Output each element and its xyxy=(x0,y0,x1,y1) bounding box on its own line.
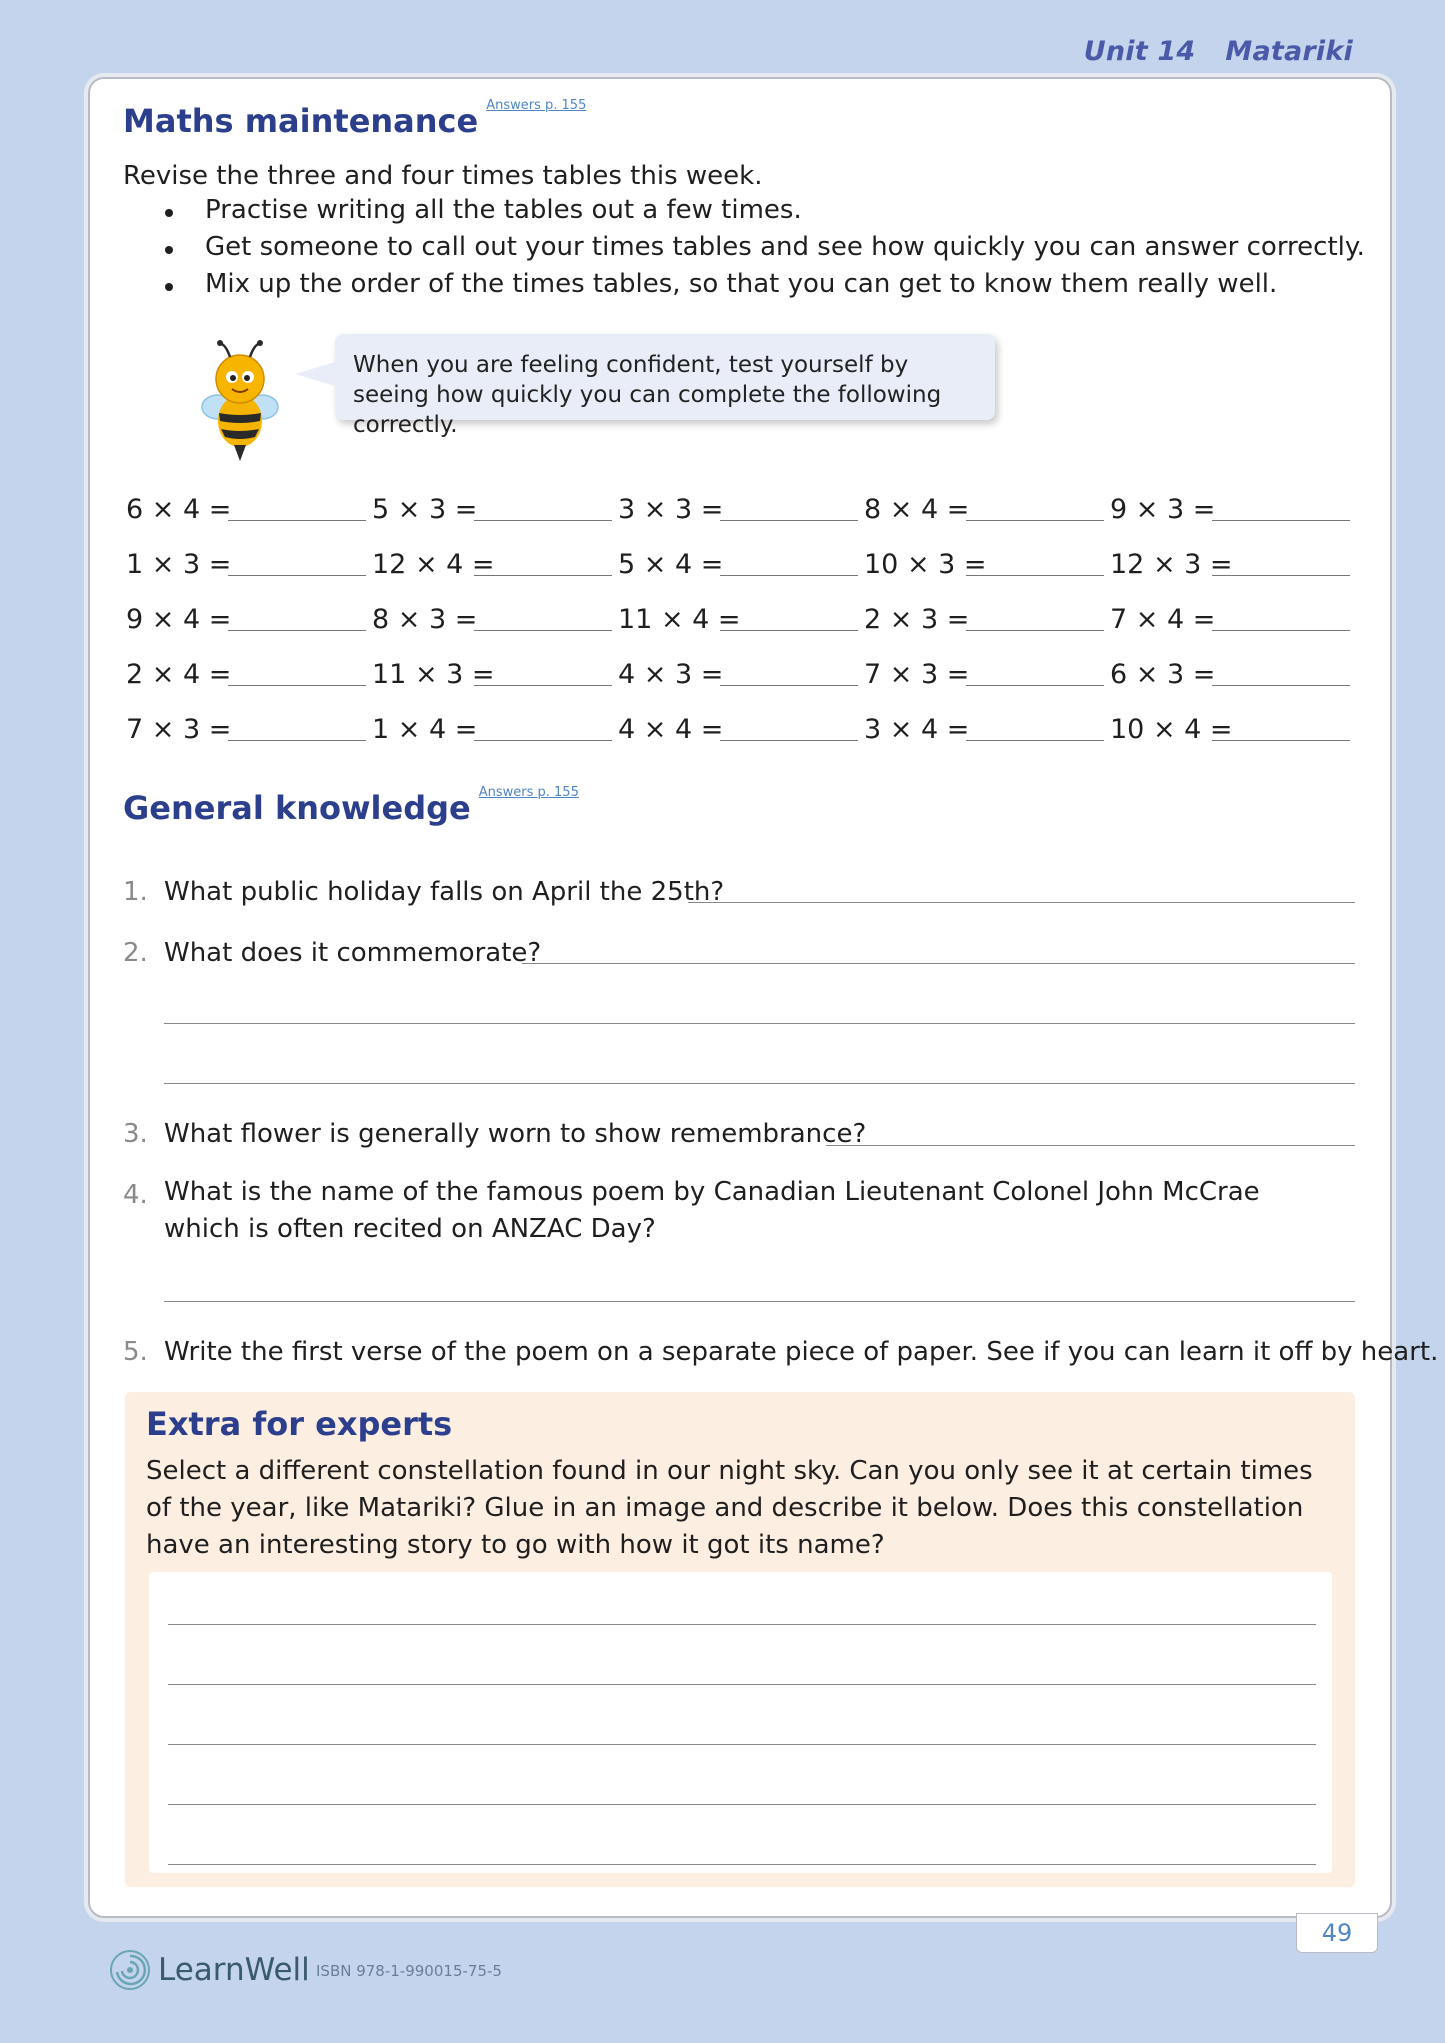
answer-line[interactable] xyxy=(966,740,1104,741)
page-number: 49 xyxy=(1296,1913,1378,1953)
times-table-grid xyxy=(120,487,1360,762)
answer-line[interactable] xyxy=(826,1145,1355,1146)
answer-line[interactable] xyxy=(720,740,858,741)
question-number: 4. xyxy=(123,1180,148,1210)
maths-bullet-list xyxy=(165,195,1365,306)
equation-cell xyxy=(1104,487,1350,527)
maths-title-text: Maths maintenance xyxy=(123,102,479,140)
learnwell-logo-icon xyxy=(108,1948,152,1992)
equation-label: 7 × 4 = xyxy=(1110,604,1216,635)
equation-cell xyxy=(858,597,1104,637)
equation-cell xyxy=(366,707,612,747)
unit-number: Unit 14 xyxy=(1083,36,1196,67)
equation-cell xyxy=(120,707,366,747)
bullet-item: Mix up the order of the times tables, so that you can get to know them really well. xyxy=(165,269,1365,306)
equation-cell xyxy=(612,707,858,747)
equation-cell xyxy=(120,487,366,527)
equation-label: 11 × 3 = xyxy=(372,659,495,690)
unit-header xyxy=(1084,36,1353,67)
equation-cell xyxy=(366,597,612,637)
equation-cell xyxy=(858,707,1104,747)
equation-row xyxy=(120,597,1360,652)
equation-label: 2 × 4 = xyxy=(126,659,232,690)
answer-line[interactable] xyxy=(228,575,366,576)
answer-line[interactable] xyxy=(164,1083,1355,1084)
unit-topic: Matariki xyxy=(1225,36,1353,67)
writing-line[interactable] xyxy=(168,1744,1316,1745)
equation-cell xyxy=(1104,707,1350,747)
worksheet-card xyxy=(88,77,1439,1918)
bee-mascot-icon xyxy=(200,339,280,469)
answer-line[interactable] xyxy=(164,1301,1355,1302)
equation-cell xyxy=(120,542,366,582)
equation-label: 5 × 4 = xyxy=(618,549,724,580)
answer-line[interactable] xyxy=(1212,575,1350,576)
answer-line[interactable] xyxy=(720,630,858,631)
isbn-text: ISBN 978-1-990015-75-5 xyxy=(316,1962,502,1980)
answer-line[interactable] xyxy=(966,685,1104,686)
question-number: 1. xyxy=(123,877,148,907)
equation-label: 7 × 3 = xyxy=(864,659,970,690)
answer-line[interactable] xyxy=(228,630,366,631)
equation-label: 2 × 3 = xyxy=(864,604,970,635)
answer-line[interactable] xyxy=(720,520,858,521)
equation-cell xyxy=(858,542,1104,582)
answer-line[interactable] xyxy=(966,520,1104,521)
answer-line[interactable] xyxy=(474,740,612,741)
equation-label: 9 × 3 = xyxy=(1110,494,1216,525)
equation-cell xyxy=(120,652,366,692)
equation-cell xyxy=(120,597,366,637)
equation-label: 12 × 3 = xyxy=(1110,549,1233,580)
equation-row xyxy=(120,487,1360,542)
answer-line[interactable] xyxy=(966,575,1104,576)
answer-line[interactable] xyxy=(688,902,1355,903)
brand-name: LearnWell xyxy=(158,1952,310,1988)
answer-line[interactable] xyxy=(1212,520,1350,521)
equation-cell xyxy=(612,597,858,637)
equation-cell xyxy=(366,542,612,582)
question-text: What does it commemorate? xyxy=(164,938,542,968)
equation-label: 4 × 4 = xyxy=(618,714,724,745)
equation-cell xyxy=(366,652,612,692)
question-text: What public holiday falls on April the 25th? xyxy=(164,877,725,907)
extra-instructions: Select a different constellation found in our night sky. Can you only see it at certain times of the year, like Matariki? Glue in an image and describe it below. Does this constellation have an interesting story to go with how it got its name? xyxy=(146,1456,1313,1560)
writing-line[interactable] xyxy=(168,1684,1316,1685)
equation-label: 5 × 3 = xyxy=(372,494,478,525)
equation-cell xyxy=(858,487,1104,527)
equation-row xyxy=(120,652,1360,707)
answer-line[interactable] xyxy=(1212,685,1350,686)
general-title-text: General knowledge xyxy=(123,789,471,827)
answer-line[interactable] xyxy=(228,685,366,686)
answer-line[interactable] xyxy=(474,575,612,576)
equation-cell xyxy=(858,652,1104,692)
equation-row xyxy=(120,542,1360,597)
writing-line[interactable] xyxy=(168,1624,1316,1625)
equation-label: 8 × 4 = xyxy=(864,494,970,525)
equation-label: 3 × 3 = xyxy=(618,494,724,525)
equation-label: 10 × 3 = xyxy=(864,549,987,580)
equation-label: 10 × 4 = xyxy=(1110,714,1233,745)
equation-label: 4 × 3 = xyxy=(618,659,724,690)
maths-intro: Revise the three and four times tables this week. xyxy=(123,161,763,191)
equation-cell xyxy=(1104,542,1350,582)
general-section-title xyxy=(123,785,579,827)
answer-line[interactable] xyxy=(228,740,366,741)
writing-area[interactable] xyxy=(149,1572,1332,1873)
equation-label: 9 × 4 = xyxy=(126,604,232,635)
answer-line[interactable] xyxy=(720,575,858,576)
bullet-item: Practise writing all the tables out a few times. xyxy=(165,195,1365,232)
equation-cell xyxy=(1104,652,1350,692)
equation-label: 6 × 4 = xyxy=(126,494,232,525)
answer-line[interactable] xyxy=(474,685,612,686)
general-answers-link[interactable]: Answers p. 155 xyxy=(478,785,579,800)
answer-line[interactable] xyxy=(1212,630,1350,631)
equation-cell xyxy=(612,542,858,582)
answer-line[interactable] xyxy=(474,520,612,521)
equation-label: 11 × 4 = xyxy=(618,604,741,635)
equation-label: 1 × 4 = xyxy=(372,714,478,745)
question-text: What is the name of the famous poem by Canadian Lieutenant Colonel John McCrae which is often recited on ANZAC Day? xyxy=(164,1177,1260,1244)
question-text: What flower is generally worn to show remembrance? xyxy=(164,1119,867,1149)
speech-bubble: When you are feeling confident, test yourself by seeing how quickly you can complete the following correctly. xyxy=(335,334,995,420)
extra-for-experts-box xyxy=(125,1392,1355,1887)
equation-cell xyxy=(612,652,858,692)
answer-line[interactable] xyxy=(966,630,1104,631)
answer-line[interactable] xyxy=(1212,740,1350,741)
maths-answers-link[interactable]: Answers p. 155 xyxy=(486,98,587,113)
extra-title: Extra for experts xyxy=(146,1405,453,1443)
equation-label: 6 × 3 = xyxy=(1110,659,1216,690)
equation-label: 8 × 3 = xyxy=(372,604,478,635)
question-number: 3. xyxy=(123,1119,148,1149)
question-number: 5. xyxy=(123,1337,148,1367)
bullet-item: Get someone to call out your times tables and see how quickly you can answer correctly. xyxy=(165,232,1365,269)
answer-line[interactable] xyxy=(228,520,366,521)
equation-cell xyxy=(366,487,612,527)
equation-row xyxy=(120,707,1360,762)
answer-line[interactable] xyxy=(522,963,1355,964)
question-text: Write the first verse of the poem on a separate piece of paper. See if you can learn it off by heart. xyxy=(164,1337,1439,1367)
equation-label: 3 × 4 = xyxy=(864,714,970,745)
question-number: 2. xyxy=(123,938,148,968)
answer-line[interactable] xyxy=(720,685,858,686)
maths-section-title xyxy=(123,98,587,140)
answer-line[interactable] xyxy=(474,630,612,631)
equation-cell xyxy=(612,487,858,527)
answer-line[interactable] xyxy=(164,1023,1355,1024)
equation-label: 12 × 4 = xyxy=(372,549,495,580)
equation-label: 7 × 3 = xyxy=(126,714,232,745)
writing-line[interactable] xyxy=(168,1804,1316,1805)
equation-label: 1 × 3 = xyxy=(126,549,232,580)
writing-line[interactable] xyxy=(168,1864,1316,1865)
equation-cell xyxy=(1104,597,1350,637)
